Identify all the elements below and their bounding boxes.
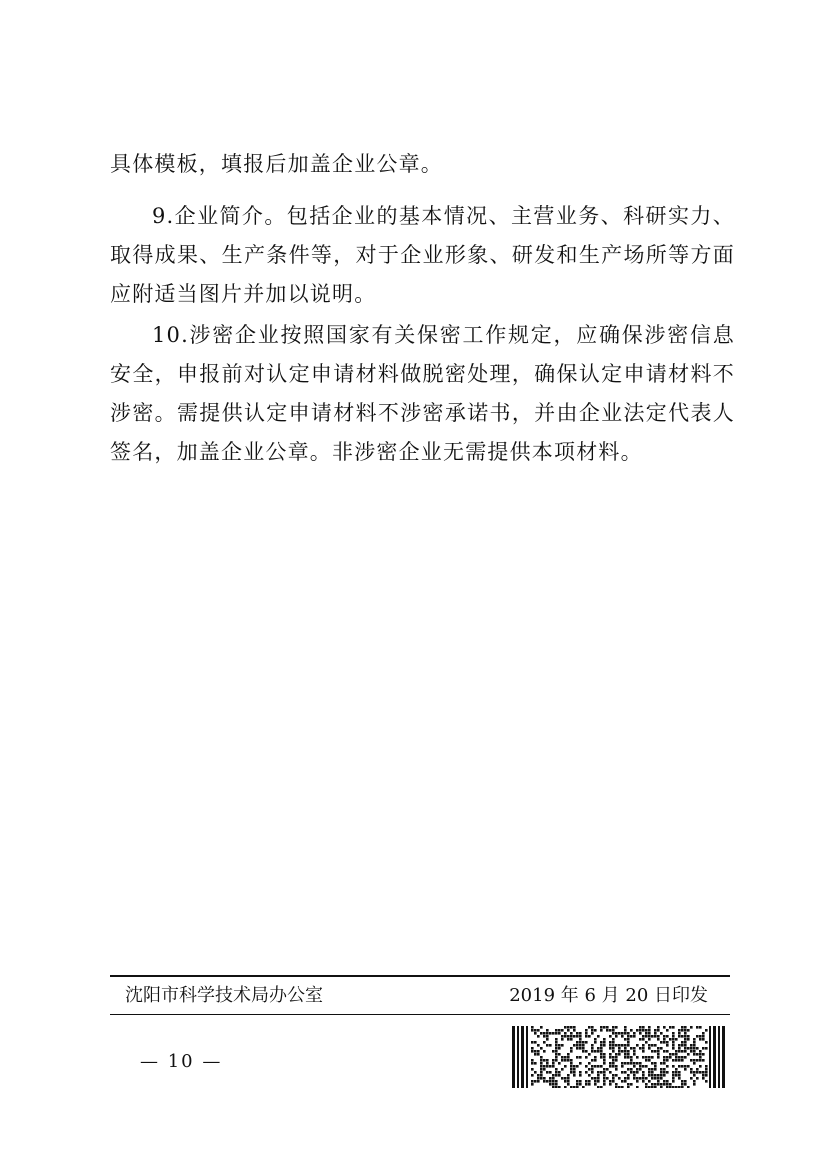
paragraph-item-10: 10.涉密企业按照国家有关保密工作规定，应确保涉密信息安全，申报前对认定申请材料做脱密处理，确保认定申请材料不涉密。需提供认定申请材料不涉密承诺书，并由企业法定代表人签名，加盖企业公章。非涉密企业无需提供本项材料。 (110, 323, 735, 464)
paragraph-template-note: 具体模板，填报后加盖企业公章。 (110, 152, 443, 176)
issue-date: 2019 年 6 月 20 日印发 (509, 985, 708, 1006)
issuing-office: 沈阳市科学技术局办公室 (125, 985, 323, 1006)
barcode-image (512, 1026, 725, 1088)
footer-top-rule (110, 975, 730, 977)
footer-bottom-rule (110, 1014, 730, 1015)
paragraph-item-9: 9.企业简介。包括企业的基本情况、主营业务、科研实力、取得成果、生产条件等，对于企业形象、研发和生产场所等方面应附适当图片并加以说明。 (110, 204, 735, 306)
page-number: — 10 — (140, 1051, 223, 1072)
